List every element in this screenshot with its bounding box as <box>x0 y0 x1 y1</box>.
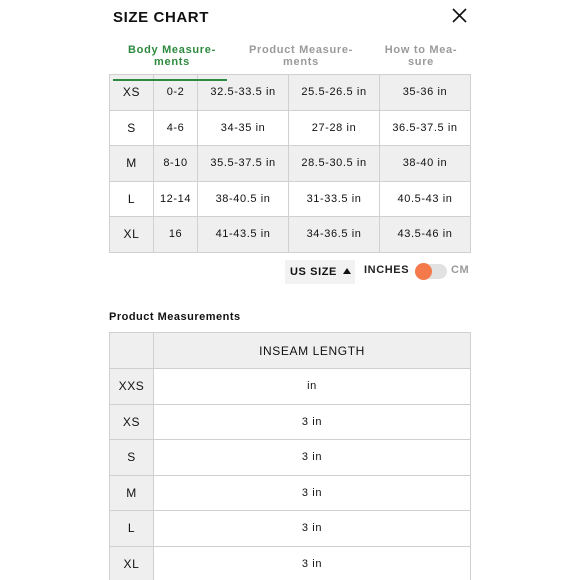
size-cell: S <box>110 110 154 146</box>
table-cell: 38-40 in <box>380 146 471 182</box>
size-chart-header <box>0 0 580 40</box>
table-cell: 3 in <box>154 475 471 511</box>
table-cell: 3 in <box>154 404 471 440</box>
table-cell: 34-35 in <box>198 110 289 146</box>
close-button[interactable] <box>450 6 470 26</box>
size-cell: XL <box>110 217 154 253</box>
size-cell: S <box>110 440 154 476</box>
size-cell: XS <box>110 404 154 440</box>
table-row <box>110 369 471 405</box>
product-measurements-table <box>109 332 471 580</box>
table-row <box>110 404 471 440</box>
corner-header-cell <box>110 333 154 369</box>
table-cell: 40.5-43 in <box>380 181 471 217</box>
table-row <box>110 146 471 182</box>
table-cell: 35.5-37.5 in <box>198 146 289 182</box>
size-cell: L <box>110 511 154 547</box>
tab-label-line1: Body Measure- <box>128 44 216 56</box>
size-cell: XS <box>110 75 154 111</box>
table-cell: 3 in <box>154 546 471 580</box>
product-measurements-title: Product Measurements <box>109 311 241 323</box>
table-cell: 43.5-46 in <box>380 217 471 253</box>
unit-controls <box>285 260 475 284</box>
table-header-row <box>110 333 471 369</box>
page-title: SIZE CHART <box>113 9 209 26</box>
size-cell: M <box>110 146 154 182</box>
body-measurements-table <box>109 74 471 253</box>
table-cell: 16 <box>154 217 198 253</box>
size-cell: XXS <box>110 369 154 405</box>
size-cell: M <box>110 475 154 511</box>
tab-label-line2: ments <box>283 56 319 68</box>
close-icon <box>450 6 470 26</box>
table-row <box>110 110 471 146</box>
tab-label-line1: How to Mea- <box>384 44 458 56</box>
unit-label-inches: INCHES <box>364 264 410 276</box>
table-cell: 31-33.5 in <box>289 181 380 217</box>
table-row <box>110 440 471 476</box>
table-row <box>110 217 471 253</box>
table-row <box>110 511 471 547</box>
table-cell: 41-43.5 in <box>198 217 289 253</box>
tab-label-line2: sure <box>407 56 435 68</box>
table-cell: 0-2 <box>154 75 198 111</box>
table-cell: 4-6 <box>154 110 198 146</box>
size-cell: XL <box>110 546 154 580</box>
unit-label-cm: CM <box>451 264 470 276</box>
table-cell: 32.5-33.5 in <box>198 75 289 111</box>
active-tab-underline <box>113 79 227 81</box>
table-cell: 8-10 <box>154 146 198 182</box>
tab-label-line1: Product Measure- <box>248 44 354 56</box>
table-cell: 38-40.5 in <box>198 181 289 217</box>
tab-label-line2: ments <box>154 56 190 68</box>
table-cell: 12-14 <box>154 181 198 217</box>
table-cell: 27-28 in <box>289 110 380 146</box>
table-row <box>110 475 471 511</box>
column-header-inseam: INSEAM LENGTH <box>154 333 471 369</box>
size-cell: L <box>110 181 154 217</box>
table-cell: 34-36.5 in <box>289 217 380 253</box>
size-system-dropdown[interactable] <box>285 260 355 284</box>
toggle-knob <box>415 263 432 280</box>
table-cell: 3 in <box>154 511 471 547</box>
caret-up-icon <box>343 268 351 274</box>
table-cell: 28.5-30.5 in <box>289 146 380 182</box>
unit-toggle[interactable] <box>415 264 447 279</box>
table-cell: in <box>154 369 471 405</box>
table-cell: 35-36 in <box>380 75 471 111</box>
table-row <box>110 181 471 217</box>
table-row <box>110 546 471 580</box>
size-system-label: US SIZE <box>290 266 337 278</box>
table-cell: 36.5-37.5 in <box>380 110 471 146</box>
table-cell: 3 in <box>154 440 471 476</box>
table-cell: 25.5-26.5 in <box>289 75 380 111</box>
